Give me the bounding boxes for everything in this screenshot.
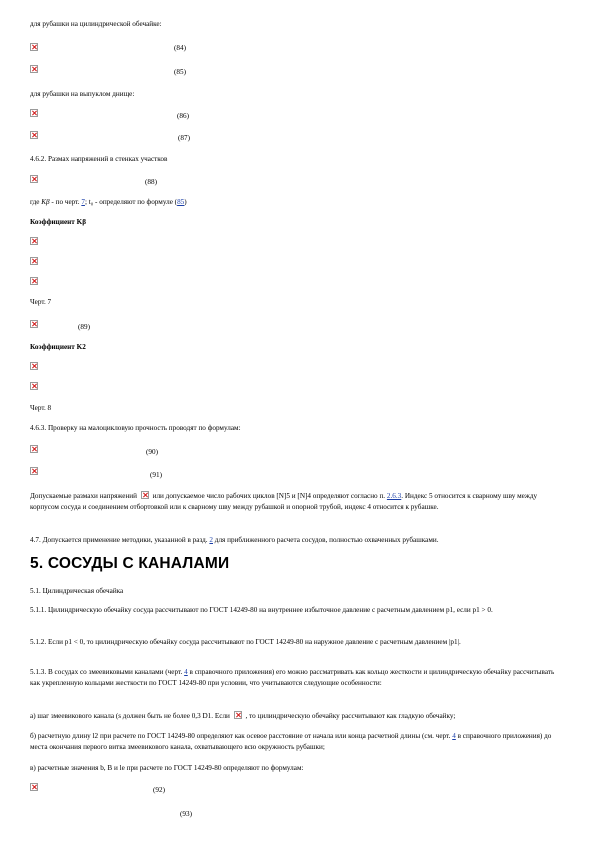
formula-85-link[interactable]: 85 — [177, 198, 185, 206]
formula-image-icon — [30, 445, 38, 453]
formula-image-icon — [30, 65, 38, 73]
figure-4-link[interactable]: 4 — [184, 668, 188, 676]
section-2-link[interactable]: 2 — [209, 536, 213, 544]
item-v: в) расчетные значения b, B и le при расчете по ГОСТ 14249-80 определяют по формулам: — [30, 764, 304, 772]
formula-image-icon — [30, 320, 38, 328]
formula-image-icon — [30, 109, 38, 117]
figure-7-caption: Черт. 7 — [30, 298, 52, 306]
figure-7-link[interactable]: 7 — [81, 198, 85, 206]
equation-number-93: (93) — [180, 810, 192, 818]
item-b: б) расчетную длину l2 при расчете по ГОСТ 14249-80 определяют как осевое расстояние от начала или конца расчетной длины (см. черт. 4 в справочного приложения) до места окончания первого витка змеевикового канала, охватывающего всю окружность рубашки; — [30, 732, 552, 751]
chart-image-icon — [30, 237, 38, 245]
equation-number-84: (84) — [174, 44, 186, 52]
chart-image-icon — [30, 277, 38, 285]
intro-convex-head: для рубашки на выпуклом днище: — [30, 90, 135, 98]
figure-8-caption: Черт. 8 — [30, 404, 52, 412]
equation-number-86: (86) — [177, 112, 189, 120]
equation-number-85: (85) — [174, 68, 186, 76]
formula-image-icon — [234, 711, 242, 719]
equation-number-88: (88) — [145, 178, 157, 186]
formula-image-icon — [141, 491, 149, 499]
equation-number-92: (92) — [153, 786, 165, 794]
chart-image-icon — [30, 257, 38, 265]
section-5-1: 5.1. Цилиндрическая обечайка — [30, 587, 124, 595]
equation-number-90: (90) — [146, 448, 158, 456]
coefficient-k-beta-title: Коэффициент Kβ — [30, 218, 87, 226]
chart-image-icon — [30, 362, 38, 370]
section-5-1-2: 5.1.2. Если p1 < 0, то цилиндрическую обечайку сосуда рассчитывают по ГОСТ 14249-80 на наружное давление с расчетным давлением |p1|. — [30, 638, 461, 646]
clause-2-6-3-link[interactable]: 2.6.3 — [386, 492, 402, 500]
allowable-ranges-paragraph: Допускаемые размахи напряжений или допускаемое число рабочих циклов [N]5 и [N]4 определяют согласно п. 2.6.3. Индекс 5 относится к сварному шву между корпусом сосуда и соединением отбортовкой или к сварному шву между рубашкой и опорной трубой, индекс 4 относится к рубашке. — [30, 492, 538, 511]
section-5-1-1: 5.1.1. Цилиндрическую обечайку сосуда рассчитывают по ГОСТ 14249-80 на внутреннее избыточное давление с расчетным давлением p1, если p1 > 0. — [30, 606, 493, 614]
equation-number-87: (87) — [178, 134, 190, 142]
where-line: где Kβ - по черт. 7; t₀ - определяют по формуле (85) — [30, 198, 187, 206]
section-4-6-2: 4.6.2. Размах напряжений в стенках участков — [30, 155, 168, 163]
formula-image-icon — [30, 783, 38, 791]
section-5-1-3: 5.1.3. В сосудах со змеевиковыми каналами (черт. 4 в справочного приложения) его можно рассматривать как кольцо жесткости и цилиндрическую обечайку рассчитывать как укрепленную кольцами жесткости по ГОСТ 14249-80 при условии, что учитываются следующие особенности: — [30, 668, 555, 687]
coefficient-k2-title: Коэффициент K2 — [30, 343, 86, 351]
intro-cylindrical-shell: для рубашки на цилиндрической обечайке: — [30, 20, 162, 28]
equation-number-91: (91) — [150, 471, 162, 479]
formula-image-icon — [30, 43, 38, 51]
formula-image-icon — [30, 131, 38, 139]
equation-number-89: (89) — [78, 323, 90, 331]
section-4-7: 4.7. Допускается применение методики, указанной в разд. 2 для приближенного расчета сосудов, полностью охваченных рубашками. — [30, 536, 439, 544]
chart-image-icon — [30, 382, 38, 390]
formula-image-icon — [30, 467, 38, 475]
item-a: а) шаг змеевикового канала (s должен быть не более 0,3 D1. Если , то цилиндрическую обечайку рассчитывают как гладкую обечайку; — [30, 712, 456, 720]
section-5-heading: 5. СОСУДЫ С КАНАЛАМИ — [30, 555, 230, 572]
formula-image-icon — [30, 175, 38, 183]
section-4-6-3: 4.6.3. Проверку на малоцикловую прочность проводят по формулам: — [30, 424, 241, 432]
figure-4-link[interactable]: 4 — [452, 732, 456, 740]
